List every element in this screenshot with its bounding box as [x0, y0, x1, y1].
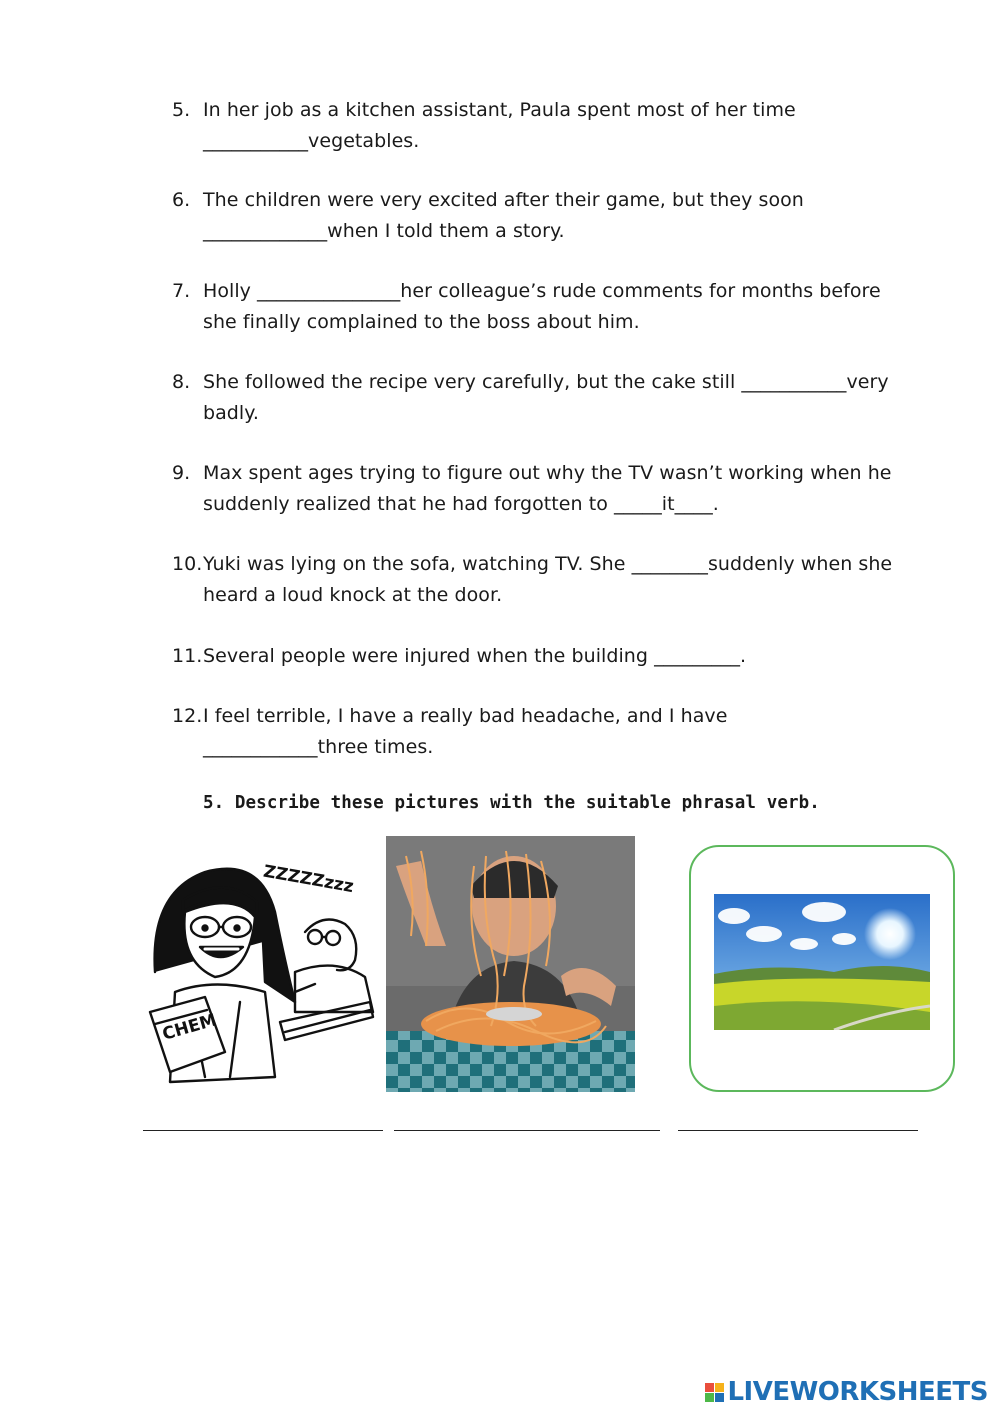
landscape-illustration [714, 894, 930, 1030]
landscape-frame [689, 845, 955, 1092]
question-text: Holly _______________her colleague’s rude comments for months before [203, 280, 881, 302]
question-text: Several people were injured when the building _________. [203, 645, 747, 667]
question-number: 9. [172, 462, 191, 484]
question-8 [172, 367, 952, 428]
question-text-continued: ____________three times. [203, 735, 434, 758]
question-text: In her job as a kitchen assistant, Paula spent most of her time [203, 99, 796, 121]
liveworksheets-logo [705, 1377, 988, 1407]
question-10 [172, 549, 952, 610]
spaghetti-illustration [386, 836, 635, 1092]
question-6 [172, 185, 952, 246]
section-title: 5. Describe these pictures with the suitable phrasal verb. [203, 793, 820, 813]
question-text-continued: badly. [203, 401, 259, 424]
question-12 [172, 701, 952, 762]
logo-text: LIVEWORKSHEETS [727, 1377, 988, 1407]
question-text-continued: heard a loud knock at the door. [203, 583, 503, 606]
question-text-continued: suddenly realized that he had forgotten to _____it____. [203, 492, 719, 515]
question-number: 12. [172, 705, 203, 727]
question-text-continued: ___________vegetables. [203, 129, 420, 152]
question-number: 5. [172, 99, 191, 121]
question-number: 10. [172, 553, 203, 575]
spaghetti-photo [386, 836, 635, 1092]
question-text-continued: _____________when I told them a story. [203, 219, 565, 242]
book-label: CHEM [160, 1010, 219, 1045]
question-text: I feel terrible, I have a really bad headache, and I have [203, 705, 728, 727]
question-5 [172, 95, 952, 156]
question-number: 8. [172, 371, 191, 393]
question-number: 7. [172, 280, 191, 302]
answer-line-3[interactable] [678, 1130, 918, 1131]
answer-line-1[interactable] [143, 1130, 383, 1131]
cartoon-illustration [145, 852, 380, 1087]
snore-text: ZZZZZzzz [261, 861, 356, 898]
question-11 [172, 641, 952, 672]
question-9 [172, 458, 952, 519]
question-number: 11. [172, 645, 203, 667]
question-text: The children were very excited after their game, but they soon [203, 189, 804, 211]
question-text: She followed the recipe very carefully, but the cake still ___________very [203, 371, 889, 393]
question-text: Max spent ages trying to figure out why the TV wasn’t working when he [203, 462, 892, 484]
answer-line-2[interactable] [394, 1130, 660, 1131]
cartoon-picture [145, 852, 380, 1087]
question-7 [172, 276, 952, 337]
question-text-continued: she finally complained to the boss about him. [203, 310, 640, 333]
question-number: 6. [172, 189, 191, 211]
question-text: Yuki was lying on the sofa, watching TV. She ________suddenly when she [203, 553, 893, 575]
logo-icon [705, 1383, 724, 1402]
